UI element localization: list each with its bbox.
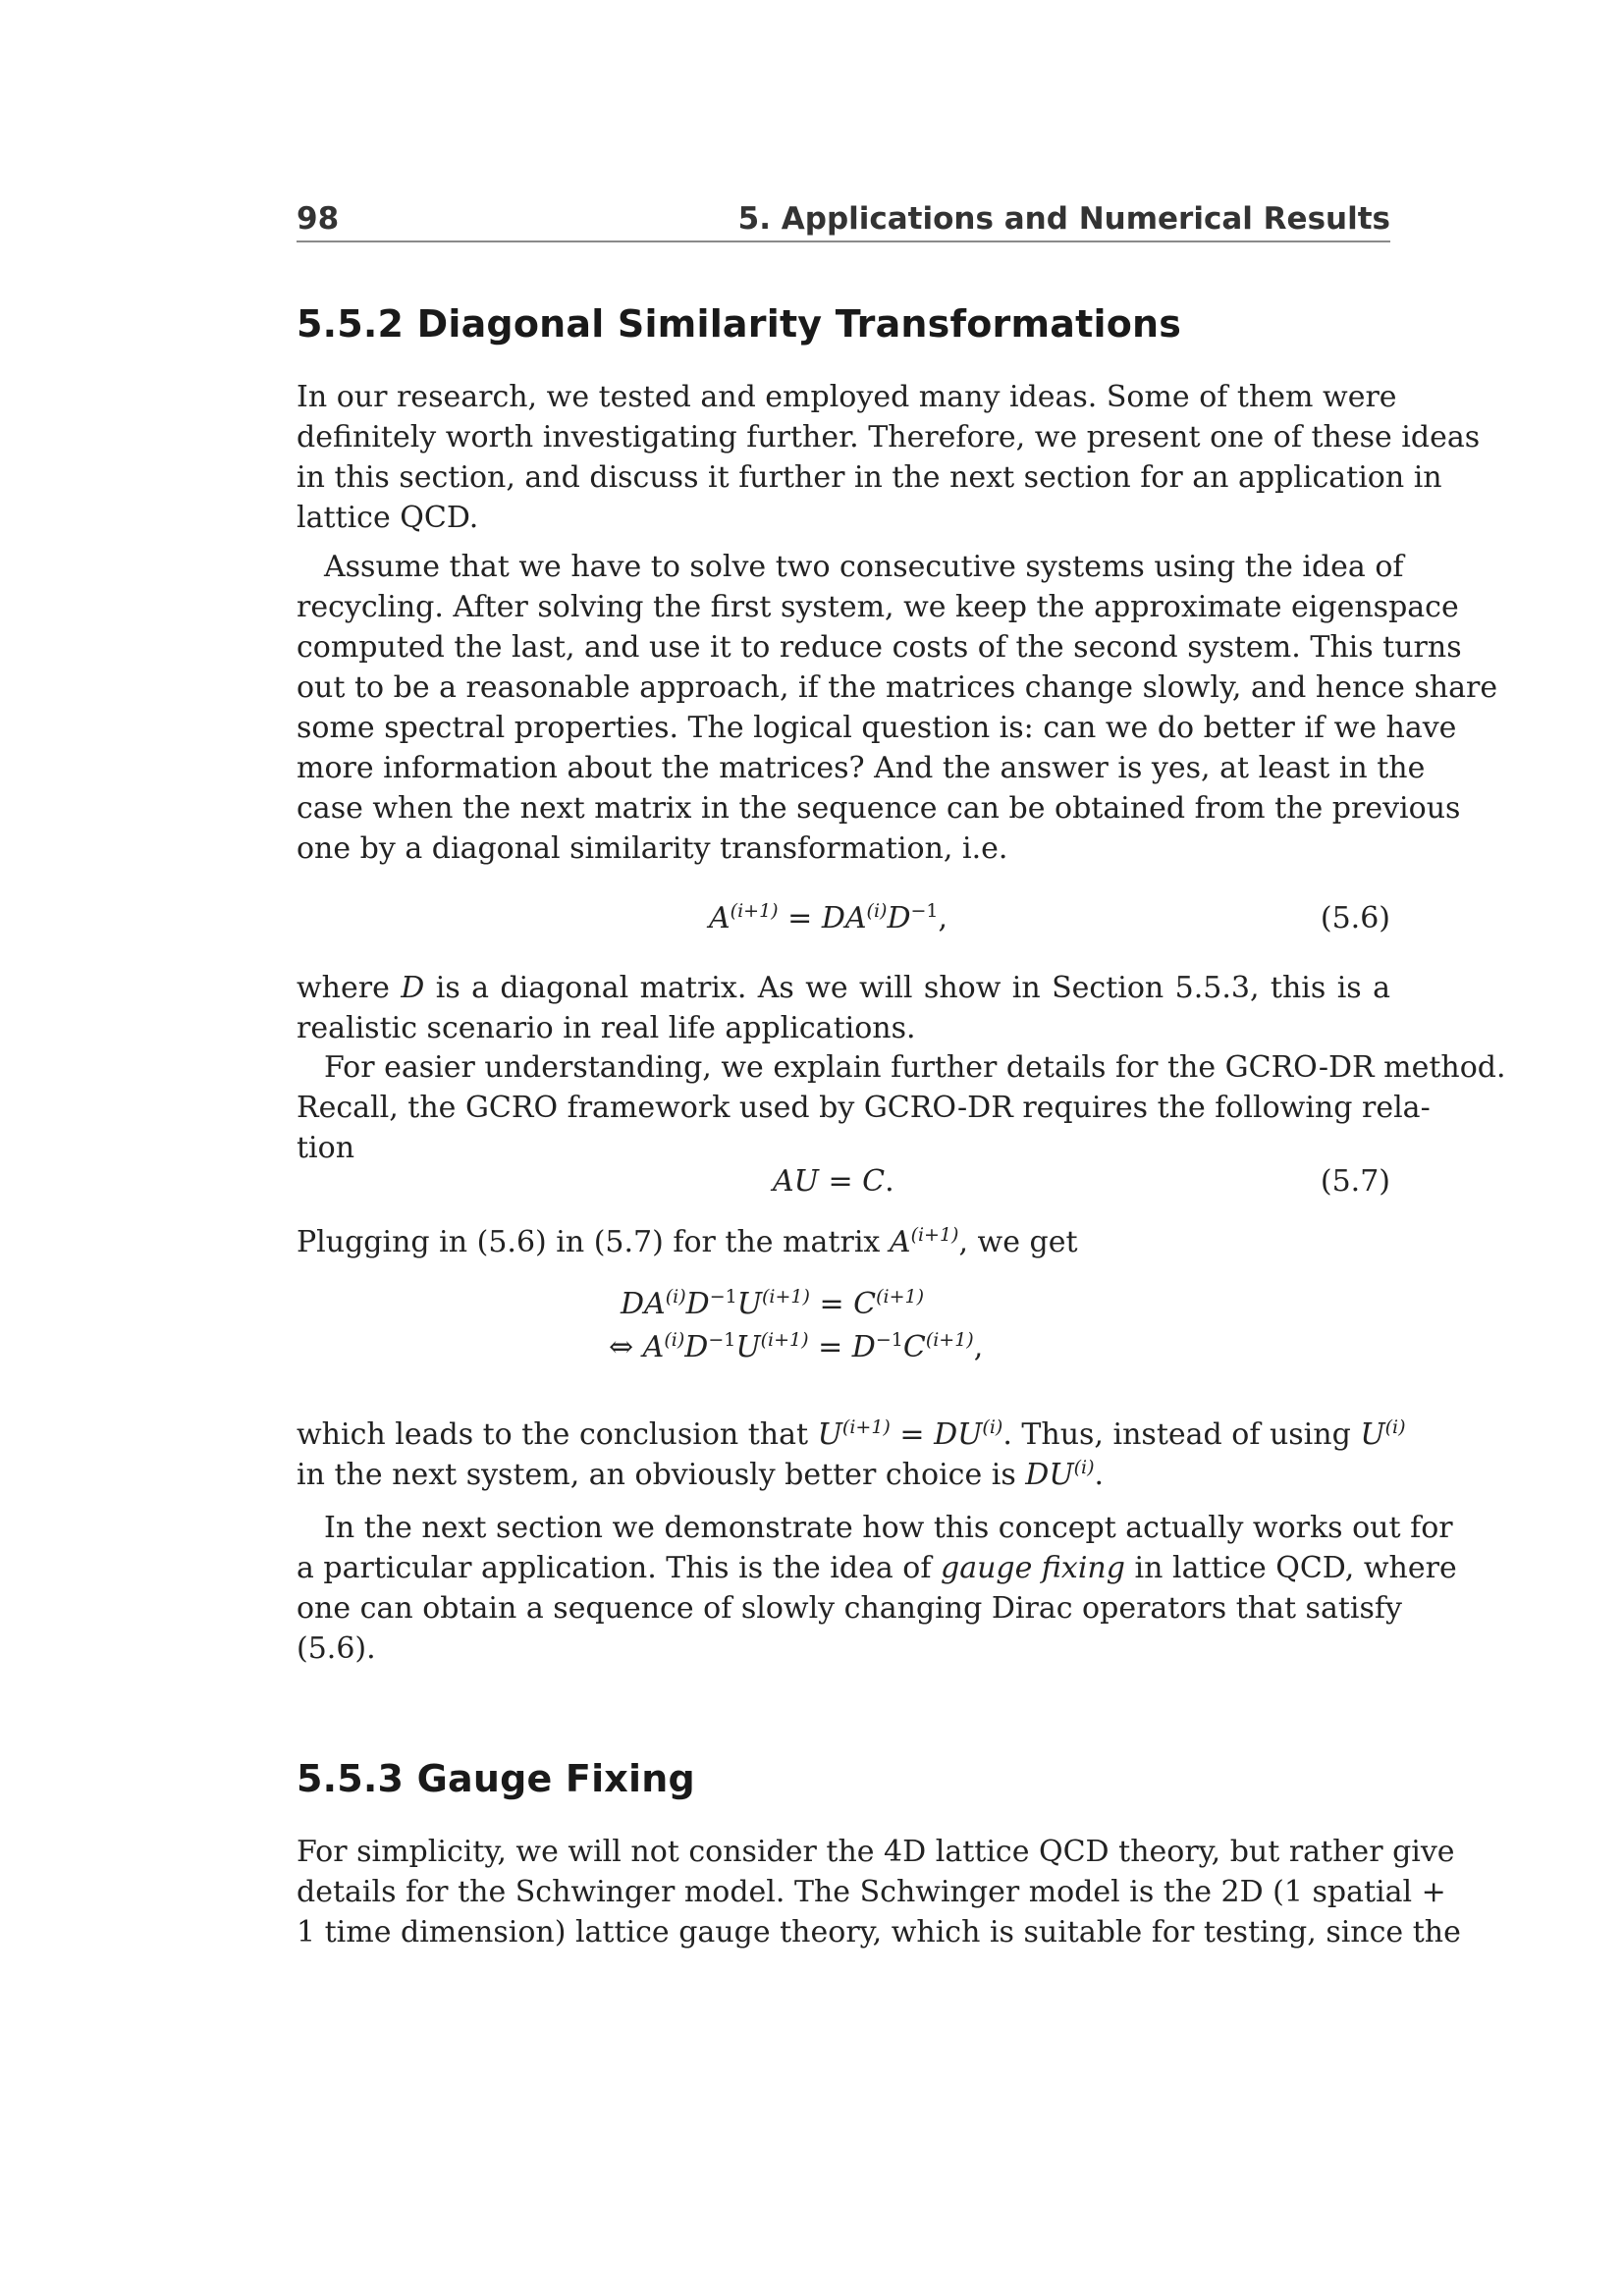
- running-header: [297, 201, 1390, 242]
- paragraph-conclusion: [297, 1415, 1406, 1495]
- text-line: For simplicity, we will not consider the 4D lattice QCD theory, but rather give: [297, 1835, 1455, 1869]
- paragraph-diagonal-matrix: [297, 968, 1390, 1048]
- equation-body: $A^{(i+1)} = DA^{(i)}D^{-1}$,: [709, 900, 948, 935]
- equation-5-7: [297, 1161, 1390, 1201]
- paragraph-schwinger: [297, 1832, 1461, 1952]
- text-line: some spectral properties. The logical question is: can we do better if we have: [297, 711, 1457, 745]
- paragraph-intro: [297, 377, 1481, 538]
- equation-5-6: [297, 898, 1390, 938]
- text-line: case when the next matrix in the sequence can be obtained from the previous: [297, 791, 1461, 826]
- text-line: In the next section we demonstrate how this concept actually works out for: [324, 1511, 1453, 1545]
- text-line: recycling. After solving the first system, we keep the approximate eigenspace: [297, 590, 1459, 624]
- chapter-title: 5. Applications and Numerical Results: [737, 201, 1390, 237]
- equation-number: (5.6): [1320, 901, 1390, 935]
- text-line: more information about the matrices? And the answer is yes, at least in the: [297, 751, 1426, 785]
- text-line: Plugging in (5.6) in (5.7) for the matrix $A^{(i+1)}$, we get: [297, 1224, 1078, 1259]
- text-line: Assume that we have to solve two consecutive systems using the idea of: [324, 550, 1404, 584]
- text-line: one by a diagonal similarity transformation, i.e.: [297, 831, 1008, 866]
- text-line: 1 time dimension) lattice gauge theory, which is suitable for testing, since the: [297, 1915, 1461, 1949]
- equation-body: AU = C.: [773, 1164, 894, 1199]
- text-line: computed the last, and use it to reduce costs of the second system. This turns: [297, 630, 1462, 665]
- paragraph-gcro: [297, 1047, 1506, 1168]
- text-line: out to be a reasonable approach, if the matrices change slowly, and hence share: [297, 670, 1498, 705]
- text-line: in this section, and discuss it further in the next section for an application in: [297, 460, 1442, 495]
- section-heading-5-5-2: 5.5.2 Diagonal Similarity Transformations: [297, 302, 1182, 346]
- text-line: in the next system, an obviously better choice is DU$^{(i)}$.: [297, 1457, 1105, 1492]
- equation-aligned-1: $DA^{(i)}D^{-1}U^{(i+1)} = C^{(i+1)}$: [621, 1286, 925, 1321]
- equation-number: (5.7): [1320, 1164, 1390, 1199]
- page-number: 98: [297, 201, 340, 237]
- text-line: details for the Schwinger model. The Schwinger model is the 2D (1 spatial +: [297, 1875, 1446, 1909]
- equation-aligned-2: ⇔ $A^{(i)}D^{-1}U^{(i+1)} = D^{-1}C^{(i+1)}$,: [609, 1329, 984, 1364]
- text-line: In our research, we tested and employed many ideas. Some of them were: [297, 380, 1397, 414]
- paragraph-recycling: [297, 547, 1498, 869]
- paragraph-next-section: [297, 1508, 1457, 1669]
- text-line: Recall, the GCRO framework used by GCRO-DR requires the following rela-: [297, 1091, 1431, 1125]
- text-line: realistic scenario in real life applications.: [297, 1011, 916, 1045]
- paragraph-plugging: [297, 1222, 1390, 1262]
- text-line: lattice QCD.: [297, 501, 479, 535]
- text-line: definitely worth investigating further. Therefore, we present one of these ideas: [297, 420, 1481, 454]
- text-line: which leads to the conclusion that $U^{(i+1)} = DU^{(i)}$. Thus, instead of using $U^{(i)}$: [297, 1416, 1406, 1452]
- text-line: a particular application. This is the idea of gauge fixing in lattice QCD, where: [297, 1551, 1457, 1585]
- text-line: (5.6).: [297, 1631, 376, 1666]
- text-line: tion: [297, 1131, 355, 1165]
- text-line: For easier understanding, we explain further details for the GCRO-DR method.: [324, 1050, 1506, 1085]
- section-heading-5-5-3: 5.5.3 Gauge Fixing: [297, 1757, 695, 1800]
- text-line: where D is a diagonal matrix. As we will show in Section 5.5.3, this is a: [297, 971, 1390, 1005]
- text-line: one can obtain a sequence of slowly changing Dirac operators that satisfy: [297, 1591, 1402, 1626]
